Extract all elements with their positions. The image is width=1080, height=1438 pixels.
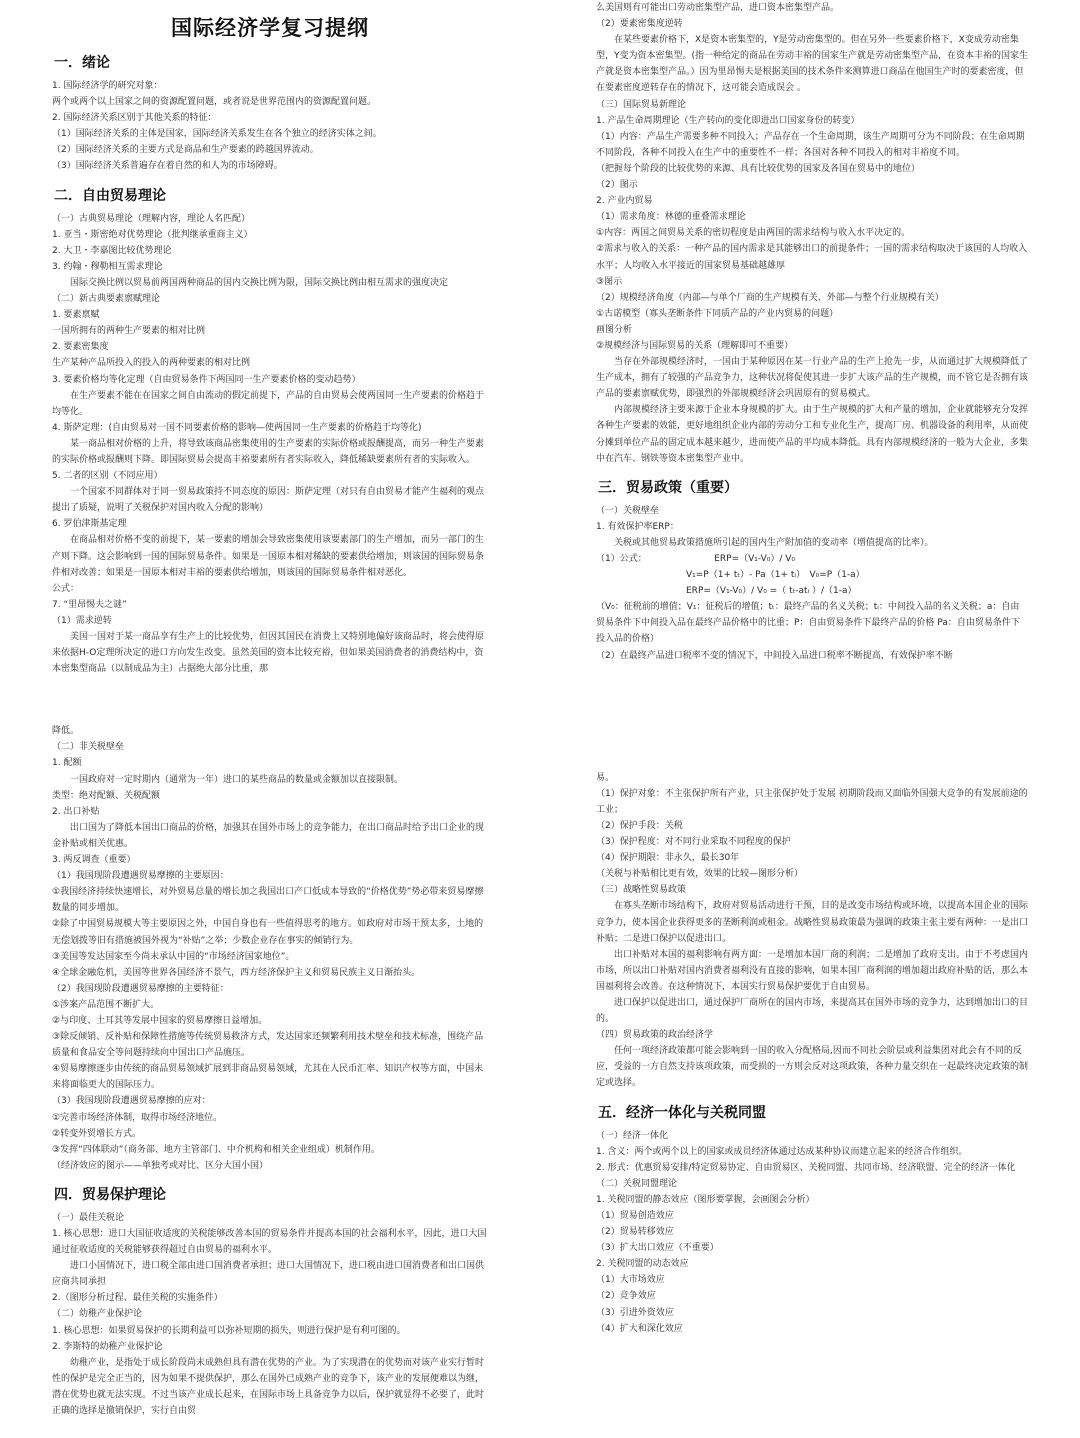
text-line: 1. 产品生命周期理论（生产转向的变化即进出口国家身份的转变） <box>596 115 860 126</box>
section-heading-trade-protection: 四．贸易保护理论 <box>54 1186 166 1203</box>
text-line: 6. 罗伯津斯基定理 <box>52 519 127 530</box>
text-line: 么美国则有可能出口劳动密集型产品，进口资本密集型产品。 <box>596 3 840 13</box>
text-line: 2. 形式：优惠贸易安排/特定贸易协定、自由贸易区、关税同盟、共同市场、经济联盟、完全的经济一体化 <box>596 1162 1016 1173</box>
text-line: 1. 有效保护率ERP： <box>596 521 679 532</box>
text-line: 画图分析 <box>596 324 633 335</box>
text-line: （4）扩大和深化效应 <box>596 1323 683 1334</box>
text-line: 1. 国际经济学的研究对象： <box>52 81 163 91</box>
text-line: ②规模经济与国际贸易的关系（理解即可不重要） <box>596 340 794 351</box>
text-line: （3）引进外资效应 <box>596 1307 674 1318</box>
text-line: （1）我国现阶段遭遇贸易摩擦的主要原因： <box>52 871 229 882</box>
section-body-continued <box>596 0 1028 467</box>
text-line <box>596 680 1028 694</box>
text-line: 1. 要素禀赋 <box>52 310 100 321</box>
text-line: 2.（图形分析过程、最佳关税的实施条件） <box>52 1293 223 1304</box>
text-line: ②转变外贸增长方式。 <box>52 1128 142 1139</box>
text-line: 一国政府对一定时期内（通常为一年）进口的某些商品的数量或金额加以直接限制。 <box>52 774 404 785</box>
text-line: ④贸易摩擦逐步由传统的商品贸易领域扩展到非商品贸易领域，尤其在人民币汇率、知识产权等方面，中国未来将面临更大的国际压力。 <box>52 1064 484 1091</box>
text-line: 美国一国对于某一商品享有生产上的比较优势，但因其国民在消费上又特别地偏好该商品时，将会使得原来依据H-O定理所决定的进口方向发生改变。虽然美国的资本比较充裕，但如果美国消费者的消费结构中，资本密集型商品（以制成品为主）占据绝大部分比重，那 <box>52 632 485 675</box>
text-line: （3）保护程度：对不同行业采取不同程度的保护 <box>596 837 791 848</box>
text-line: （一）古典贸易理论（理解内容，理论人名匹配） <box>52 213 251 224</box>
text-line: 1. 含义：两个或两个以上的国家或成员经济体通过达成某种协议而建立起来的经济合作组织。 <box>596 1146 968 1157</box>
text-line: 4. 斯萨定理：(自由贸易对一国不同要素价格的影响—使两国同一生产要素的价格趋于均等化) <box>52 422 422 433</box>
text-line <box>52 693 488 707</box>
text-line: 5. 二者的区别（不同应用） <box>52 471 163 482</box>
text-line: （3）国际经济关系普遍存在着自然的和人为的市场障碍。 <box>52 161 283 172</box>
left-column <box>52 0 488 1419</box>
text-line: 2. 关税同盟的动态效应 <box>596 1259 689 1270</box>
text-line: ①古诺模型（寡头垄断条件下同质产品的产业内贸易的问题） <box>596 308 839 319</box>
text-line: ②与印度、土耳其等发展中国家的贸易摩擦日益增加。 <box>52 1015 268 1026</box>
text-line: 当存在外部规模经济时，一国由于某种原因在某一行业产品的生产上抢先一步，从而通过扩大规模降低了生产成本，拥有了较强的产品竞争力，这种状况将促使其进一步扩大该产品的生产规模，而不管它是否拥有该产品的要素禀赋优势，即强烈的外部规模经济会巩固原有的贸易模式。 <box>596 357 1029 400</box>
text-line: 在商品相对价格不变的前提下，某一要素的增加会导致密集使用该要素部门的生产增加，而另一部门的生产则下降。这会影响到一国的国际贸易条件。如果是一国原本相对稀缺的要素供给增加，则该国的国际贸易条件相对改善；如果是一国原本相对丰裕的要素供给增加，则该国的国际贸易条件相对恶化。 <box>52 535 485 578</box>
text-line: 公式： <box>52 583 80 594</box>
text-line: （1）贸易创造效应 <box>596 1211 674 1221</box>
section-body-introduction <box>52 78 488 175</box>
text-line: （1）内容：产品生产需要多种不同投入；产品存在一个生命周期，该生产周期可分为不同阶段；在生命周期不同阶段，各种不同投入在生产中的重要性不一样；各国对各种不同投入的相对丰裕度不同。 <box>596 131 1025 158</box>
text-line: （V₀：征税前的增值；V₁：征税后的增值；tₜ：最终产品的名义关税；tᵢ：中间投入品的名义关税；a：自由贸易条件下中间投入品在最终产品价格中的比重；P：自由贸易条件下最终产品的价格 Pa：自由贸易条件下投入品的价格） <box>596 602 1020 645</box>
text-line: 类型：绝对配额、关税配额 <box>52 790 161 801</box>
text-line: （4）保护期限：非永久，最长30年 <box>596 853 740 864</box>
text-line: 在寡头垄断市场结构下，政府对贸易活动进行干预，目的是改变市场结构或环境，以提高本国企业的国际竞争力，使本国企业获得更多的垄断利润或租金。战略性贸易政策最为强调的政策主张主要有两种：一是出口补贴；二是进口保护以促进出口。 <box>596 901 1029 944</box>
right-column <box>596 0 1028 1337</box>
section-heading-introduction: 一．绪论 <box>54 55 110 71</box>
text-line: ①涉案产品范围不断扩大。 <box>52 999 160 1010</box>
text-line: ERP=（V₁-V₀）/ V₀ =（ tₜ-atᵢ ）/（1-a） <box>596 586 857 597</box>
text-line: 进口小国情况下，进口税全部由进口国消费者承担；进口大国情况下，进口税由进口国消费者和出口国供应商共同承担 <box>52 1261 485 1288</box>
text-line: 幼稚产业，是指处于成长阶段尚未成熟但具有潜在优势的产业。为了实现潜在的优势而对该产业实行暂时性的保护是完全正当的，因为如果不提供保护，那么在国外已成熟产业的竞争下，该产业的发展便难以为继，潜在优势也就无法实现。不过当该产业成长起来，在国际市场上具备竞争力以后，保护就显得不必要了，此时正确的选择是撤销保护，实行自由贸 <box>52 1357 485 1417</box>
text-line: （二）非关税壁垒 <box>52 742 125 753</box>
text-line: ①完善市场经济体制，取得市场经济地位。 <box>52 1112 223 1123</box>
section-body-trade-policy <box>596 503 1028 1092</box>
text-line: （2）国际经济关系的主要方式是商品和生产要素的跨越国界流动。 <box>52 145 319 156</box>
text-line: （二）新古典要素禀赋理论 <box>52 294 161 305</box>
text-line: 1. 核心思想：进口大国征收适度的关税能够改善本国的贸易条件并提高本国的社会福利水平，因此，进口大国通过征收适度的关税能够获得超过自由贸易的福利水平。 <box>52 1229 487 1256</box>
text-line: （二）关税同盟理论 <box>596 1178 678 1189</box>
text-line: （2）我国现阶段遭遇贸易摩擦的主要特征： <box>52 983 229 994</box>
text-line: 出口国为了降低本国出口商品的价格，加强其在国外市场上的竞争能力，在出口商品时给予出口企业的现金补贴或相关优惠。 <box>52 822 485 849</box>
text-line: （1）公式： ERP=（V₁-V₀）/ V₀ <box>596 554 796 564</box>
text-line <box>596 740 1028 754</box>
text-line: （1）需求逆转 <box>52 615 112 626</box>
section-body-integration <box>596 1128 1028 1337</box>
section-body-free-trade <box>52 211 488 1174</box>
text-line: 一个国家不同群体对于同一贸易政策持不同态度的原因：斯萨定理（对只有自由贸易才能产生福利的观点提出了质疑，说明了关税保护对国内收入分配的影响） <box>52 487 485 514</box>
text-line: 1. 亚当・斯密绝对优势理论（批判继承重商主义） <box>52 229 253 240</box>
text-line: 易。 <box>596 772 615 783</box>
text-line: ①我国经济持续快速增长，对外贸易总量的增长加之我国出口产口低成本导致的“价格优势”势必带来贸易摩擦数量的同步增加。 <box>52 887 484 914</box>
text-line: （3）我国现阶段遭遇贸易摩擦的应对： <box>52 1096 211 1107</box>
text-line: 出口补贴对本国的福利影响有两方面：一是增加本国厂商的利润；二是增加了政府支出。由于不考虑国内市场，所以出口补贴对国内消费者福利没有直接的影响，如果本国厂商利润的增加超出政府补贴的话，那么本国福利将会改善。在这种情况下，本国实行贸易保护要优于自由贸易。 <box>596 949 1029 992</box>
text-line: 降低。 <box>52 726 80 737</box>
text-line: 任何一项经济政策都可能会影响到一国的收入分配格局,因而不同社会阶层或利益集团对此会有不同的反应，受益的一方自然支持该项政策，而受损的一方则会反对这项政策，各种力量交织在一起最终决定政策的制定或选择。 <box>596 1046 1029 1089</box>
text-line: （一）最佳关税论 <box>52 1212 125 1223</box>
text-line: V₁=P（1+ tₜ）- Pa（1+ tᵢ） V₀=P（1-a） <box>596 570 865 581</box>
text-line: 1. 关税同盟的静态效应（图形要掌握，会画图会分析） <box>596 1194 815 1205</box>
text-line: 生产某种产品所投入的投入的两种要素的相对比例 <box>52 358 251 369</box>
text-line: 7. “里昂惕夫之谜” <box>52 599 127 610</box>
section-body-trade-protection <box>52 1210 488 1419</box>
text-line: ④全球金融危机，美国等世界各国经济不景气，西方经济保护主义和贸易民族主义日渐抬头。 <box>52 967 421 978</box>
section-heading-trade-policy: 三．贸易政策（重要） <box>598 479 738 496</box>
text-line: 某一商品相对价格的上升，将导致该商品密集使用的生产要素的实际价格或报酬提高，而另一种生产要素的实际价格或报酬则下降。即国际贸易会提高丰裕要素所有者实际收入，降低稀缺要素所有者的实际收入。 <box>52 438 485 465</box>
text-line: 2. 产业内贸易 <box>596 196 653 207</box>
text-line: ②需求与收入的关系：一种产品的国内需求是其能够出口的前提条件；一国的需求结构取决于该国的人均收入水平；人均收入水平接近的国家贸易基础越雄厚 <box>596 244 1028 271</box>
text-line: ③除反倾销、反补贴和保障性措施等传统贸易救济方式，发达国家还频繁利用技术壁垒和技术标准，围绕产品质量和食品安全等问题持续向中国出口产品施压。 <box>52 1032 484 1059</box>
section-heading-integration: 五．经济一体化与关税同盟 <box>598 1104 766 1121</box>
text-line: 2. 李斯特的幼稚产业保护论 <box>52 1341 163 1352</box>
section-heading-free-trade: 二．自由贸易理论 <box>54 187 166 204</box>
text-line: 2. 大卫・李嘉图比较优势理论 <box>52 245 172 256</box>
text-line: （一）关税壁垒 <box>596 505 660 516</box>
text-line: （2）竞争效应 <box>596 1291 656 1302</box>
text-line: 3. 约翰・穆勒相互需求理论 <box>52 261 163 272</box>
text-line: 2. 国际经济关系区别于其他关系的特征： <box>52 113 217 124</box>
text-line: 2. 出口补贴 <box>52 806 100 817</box>
text-line: 关税或其他贸易政策措施所引起的国内生产附加值的变动率（增值提高的比率）。 <box>596 537 934 548</box>
text-line: 在生产要素不能在在国家之间自由流动的假定前提下，产品的自由贸易会使两国同一生产要素的价格趋于均等化。 <box>52 390 485 417</box>
text-line: （1）需求角度：林德的重叠需求理论 <box>596 212 746 223</box>
text-line: （2）在最终产品进口税率不变的情况下，中间投入品进口税率不断提高，有效保护率不断 <box>596 650 953 661</box>
text-line: ③美国等发达国家至今尚未承认中国的“市场经济国家地位”。 <box>52 951 295 962</box>
text-line: （1）国际经济关系的主体是国家，国际经济关系发生在各个独立的经济实体之间。 <box>52 129 382 140</box>
text-line: （1）保护对象：不主张保护所有产业，只主张保护处于发展 初期阶段而又面临外国强大竞争的有发展前途的工业； <box>596 788 1028 815</box>
text-line: （2）规模经济角度（内部—与单个厂商的生产规模有关、外部—与整个行业规模有关） <box>596 292 944 303</box>
text-line: （四）贸易政策的政治经济学 <box>596 1030 714 1041</box>
text-line: （把握每个阶段的比较优势的来源、具有比较优势的国家及各国在贸易中的地位） <box>596 163 921 174</box>
text-line: （关税与补贴相比更有效，效果的比较—图形分析） <box>596 869 804 880</box>
text-line: 1. 配额 <box>52 758 82 769</box>
document-title: 国际经济学复习提纲 <box>171 15 369 40</box>
text-line: （二）幼稚产业保护论 <box>52 1309 143 1320</box>
text-line: 2. 要素密集度 <box>52 342 109 353</box>
text-line: （三）战略性贸易政策 <box>596 885 687 896</box>
text-line: （2）保护手段：关税 <box>596 820 683 831</box>
text-line: （三）国际贸易新理论 <box>596 99 687 110</box>
text-line: （2）图示 <box>596 180 638 191</box>
text-line: ①内容：两国之间贸易关系的密切程度是由两国的需求结构与收入水平决定的。 <box>596 228 911 239</box>
text-line <box>596 710 1028 724</box>
text-line: 内部规模经济主要来源于企业本身规模的扩大。由于生产规模的扩大和产量的增加，企业就能够充分发挥各种生产要素的效能，更好地组织企业内部的劳动分工和专业化生产，提高厂房、机器设备的利用率，从而使分摊到单位产品的固定成本越来越少，进而使产品的平均成本降低。具有内部规模经济的一般为大企业，多集中在汽车、钢铁等资本密集型产业中。 <box>596 405 1029 464</box>
text-line: （2）要素密集度逆转 <box>596 19 683 30</box>
text-line: （1）大市场效应 <box>596 1275 665 1286</box>
text-line: 一国所拥有的两种生产要素的相对比例 <box>52 326 206 337</box>
text-line: 进口保护以促进出口，通过保护厂商所在的国内市场，来提高其在国外市场的竞争力，达到增加出口的目的。 <box>596 997 1029 1025</box>
text-line: ②除了中国贸易规模大等主要原因之外，中国自身也有一些值得思考的地方。如政府对市场干预太多，土地的无偿划拨等旧有措施被国外视为“补贴”之举；少数企业存在事实的倾销行为。 <box>52 919 484 946</box>
text-line: （经济效应的图示——单独考或对比、区分大国小国） <box>52 1160 269 1171</box>
text-line: （2）贸易转移效应 <box>596 1227 674 1238</box>
text-line: 国际交换比例以贸易前两国两种商品的国内交换比例为限，国际交换比例由相互需求的强度决定 <box>52 277 449 288</box>
text-line: ③图示 <box>596 276 623 287</box>
text-line: 在某些要素价格下，X是资本密集型的，Y是劳动密集型的。但在另外一些要素价格下，X变成劳动密集型，Y变为资本密集型。(指一种给定的商品在劳动丰裕的国家生产就是劳动密集型产品，在资本丰裕的国家生产就是资本密集型产品。）因为里昂惕夫是根据美国的技术条件来测算进口商品在他国生产时的要素密度，但在要素密度逆转存在的情况下，这可能会造成误会 。 <box>596 35 1029 94</box>
text-line: 3. 两反调查（重要） <box>52 855 136 866</box>
text-line: 1. 核心思想：如果贸易保护的长期利益可以弥补短期的损失，则进行保护是有利可图的。 <box>52 1325 406 1336</box>
text-line: 3. 要素价格均等化定理（自由贸易条件下两国同一生产要素价格的变动趋势） <box>52 374 361 385</box>
text-line: 两个或两个以上国家之间的资源配置问题，或者说是世界范围内的资源配置问题。 <box>52 97 377 108</box>
text-line: （3）扩大出口效应（不重要） <box>596 1243 719 1254</box>
text-line: （一）经济一体化 <box>596 1130 669 1141</box>
text-line: ③发挥“四体联动”（商务部、地方主管部门、中介机构和相关企业组成）机制作用。 <box>52 1144 380 1155</box>
